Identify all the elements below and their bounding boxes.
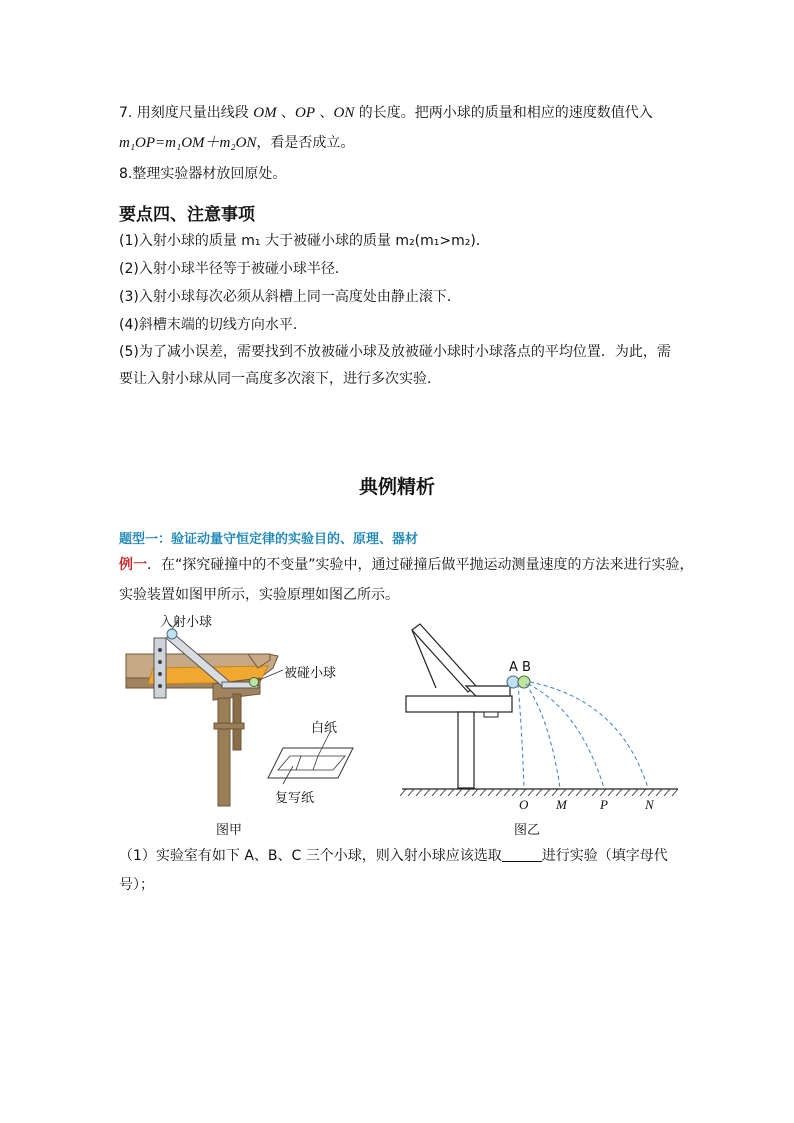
note-4: (4)斜槽末端的切线方向水平． [119, 317, 307, 333]
example-label: 例一 [119, 557, 147, 573]
question1-text: （1）实验室有如下 A、B、C 三个小球，则入射小球应该选取 [119, 848, 502, 864]
note-3: (3)入射小球每次必须从斜槽上同一高度处由静止滚下． [119, 289, 461, 305]
point-m: M [556, 797, 567, 812]
step7-suffix: 的长度。把两小球的质量和相应的速度数值代入 [354, 105, 653, 121]
step7-line2 [119, 134, 354, 152]
note-2: (2)入射小球半径等于被碰小球半径． [119, 261, 349, 277]
momentum-formula: m₁OP=m₁OM＋m₂ON [119, 135, 257, 151]
sep: 、 [276, 105, 296, 121]
type-title: 题型一：验证动量守恒定律的实验目的、原理、器材 [119, 532, 419, 547]
example-text: ．在“探究碰撞中的不变量”实验中，通过碰撞后做平抛运动测量速度的方法来进行实验， [147, 557, 694, 573]
question1-line1 [119, 847, 668, 865]
label-carbon-paper: 复写纸 [275, 791, 315, 806]
answer-blank[interactable] [502, 847, 542, 862]
note-1: (1)入射小球的质量 m₁ 大于被碰小球的质量 m₂(m₁>m₂)． [119, 233, 490, 249]
label-incident-ball: 入射小球 [160, 615, 213, 630]
segment-om: OM [253, 105, 277, 121]
figure-b-principle [400, 620, 680, 800]
section-title: 要点四、注意事项 [119, 205, 255, 225]
example-line1 [119, 556, 694, 574]
label-ab: A B [509, 660, 531, 675]
main-title: 典例精析 [358, 476, 435, 498]
step8: 8.整理实验器材放回原处。 [119, 166, 287, 182]
sep: 、 [315, 105, 334, 121]
formula-suffix: ，看是否成立。 [256, 135, 355, 151]
point-n: N [645, 797, 654, 812]
figure-b-caption: 图乙 [514, 823, 541, 838]
example-line2: 实验装置如图甲所示，实验原理如图乙所示。 [119, 587, 399, 603]
note-5-cont: 要让入射小球从同一高度多次滚下，进行多次实验． [119, 371, 441, 387]
step7-line1 [119, 104, 653, 122]
step7-prefix: 7. 用刻度尺量出线段 [119, 105, 254, 121]
question1-text-after: 进行实验（填字母代 [541, 848, 668, 864]
note-5: (5)为了减小误差，需要找到不放被碰小球及放被碰小球时小球落点的平均位置．为此，需 [119, 344, 671, 360]
figure-a-apparatus [118, 608, 383, 813]
label-target-ball: 被碰小球 [284, 666, 337, 681]
label-white-paper: 白纸 [311, 721, 338, 736]
figure-a-caption: 图甲 [216, 823, 243, 838]
point-o: O [519, 797, 529, 812]
question1-line2: 号）； [119, 877, 154, 893]
segment-on: ON [333, 105, 355, 121]
segment-op: OP [295, 105, 316, 121]
point-p: P [600, 797, 608, 812]
